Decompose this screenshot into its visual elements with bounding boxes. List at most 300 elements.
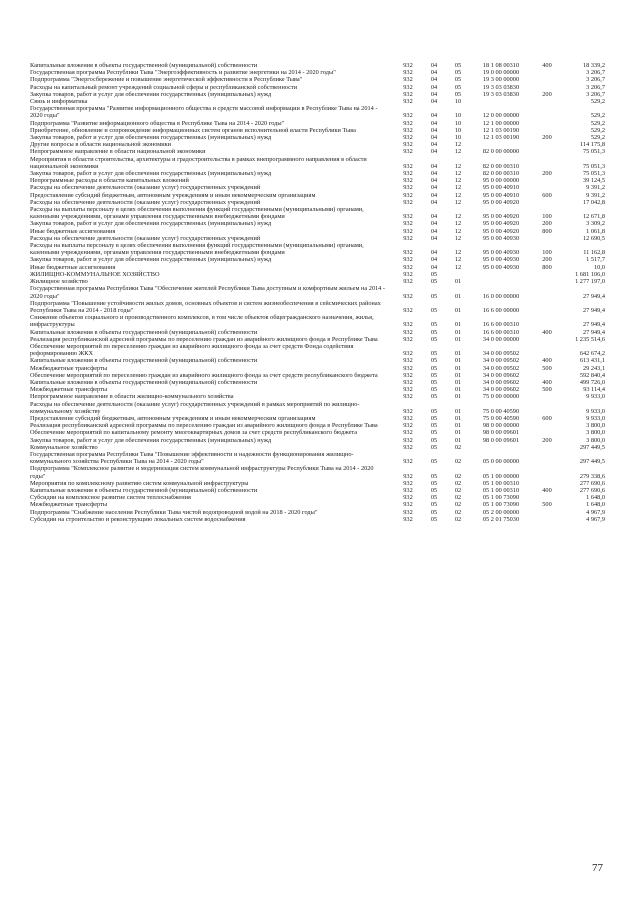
row-amount: 277 690,6 <box>579 486 605 494</box>
row-expense-type: 500 <box>542 501 552 509</box>
row-name: Приобретение, обновление и сопровождение информационных систем органов исполнительной власти Республики Тыва <box>30 126 356 134</box>
row-subsection: 02 <box>454 508 462 516</box>
row-section: 05 <box>430 407 438 415</box>
row-section: 05 <box>430 278 438 286</box>
row-ved: 932 <box>403 76 413 84</box>
row-target-code: 05 1 00 00310 <box>482 479 520 487</box>
row-section: 05 <box>430 486 438 494</box>
row-section: 04 <box>430 112 438 120</box>
row-amount: 1 277 197,0 <box>575 278 605 286</box>
row-section: 04 <box>430 98 438 106</box>
row-amount: 297 449,5 <box>579 458 605 466</box>
row-ved: 932 <box>403 328 413 336</box>
row-section: 05 <box>430 350 438 358</box>
row-ved: 932 <box>403 112 413 120</box>
row-subsection: 05 <box>454 76 462 84</box>
row-name: Жилищное хозяйство <box>30 278 88 286</box>
table-row <box>30 451 605 465</box>
row-section: 04 <box>430 184 438 192</box>
row-name: Капитальные вложения в объекты государственной (муниципальной) собственности <box>30 378 258 386</box>
row-amount: 529,2 <box>590 134 605 142</box>
row-amount: 75 051,3 <box>582 148 605 156</box>
row-amount: 114 175,8 <box>580 141 605 149</box>
row-section: 04 <box>430 69 438 77</box>
row-expense-type: 200 <box>542 436 552 444</box>
row-subsection: 02 <box>454 443 462 451</box>
row-expense-type: 800 <box>542 227 552 235</box>
row-target-code: 82 0 00 00310 <box>482 162 520 170</box>
row-subsection: 01 <box>454 429 462 437</box>
row-target-code: 05 1 00 73090 <box>482 501 520 509</box>
row-section: 04 <box>430 170 438 178</box>
row-section: 05 <box>430 378 438 386</box>
row-ved: 932 <box>403 141 413 149</box>
table-row <box>30 120 605 127</box>
row-ved: 932 <box>403 90 413 98</box>
row-name: Коммунальное хозяйство <box>30 443 98 451</box>
row-section: 05 <box>430 479 438 487</box>
row-target-code: 19 0 00 00000 <box>482 69 520 77</box>
table-row <box>30 134 605 141</box>
row-amount: 297 449,5 <box>579 443 605 451</box>
row-subsection: 01 <box>454 407 462 415</box>
row-section: 04 <box>430 83 438 91</box>
row-section: 05 <box>430 494 438 502</box>
row-target-code: 19 3 00 00000 <box>482 76 520 84</box>
table-row <box>30 170 605 177</box>
row-section: 04 <box>430 198 438 206</box>
row-subsection: 01 <box>454 357 462 365</box>
table-row <box>30 271 605 278</box>
table-row <box>30 343 605 357</box>
row-amount: 1 517,7 <box>586 256 605 264</box>
row-section: 05 <box>430 306 438 314</box>
row-ved: 932 <box>403 170 413 178</box>
row-subsection: 12 <box>454 162 462 170</box>
row-subsection: 12 <box>454 263 462 271</box>
row-section: 04 <box>430 177 438 185</box>
table-row <box>30 91 605 98</box>
row-name: Субсидии на строительство и реконструкцию локальных систем водоснабжения <box>30 515 246 523</box>
row-amount: 12 671,8 <box>582 213 605 221</box>
row-subsection: 02 <box>454 501 462 509</box>
row-subsection: 01 <box>454 371 462 379</box>
row-subsection: 01 <box>454 364 462 372</box>
row-amount: 3 309,2 <box>586 220 605 228</box>
row-ved: 932 <box>403 177 413 185</box>
row-ved: 932 <box>403 458 413 466</box>
row-subsection: 01 <box>454 350 462 358</box>
row-name: Реализация республиканской адресной программы по переселению граждан из аварийного жилищного фонда в Республике Тыва <box>30 335 378 343</box>
row-ved: 932 <box>403 119 413 127</box>
table-row <box>30 300 605 314</box>
row-section: 05 <box>430 292 438 300</box>
row-target-code: 34 0 00 09502 <box>482 350 520 358</box>
row-amount: 3 800,0 <box>586 436 605 444</box>
row-subsection: 12 <box>454 148 462 156</box>
row-name: Закупка товаров, работ и услуг для обеспечения государственных (муниципальных) нужд <box>30 220 272 228</box>
table-row <box>30 372 605 379</box>
row-name: Реализация республиканской адресной программы по переселению граждан из аварийного жилищного фонда в Республике Тыва <box>30 422 378 430</box>
row-ved: 932 <box>403 393 413 401</box>
row-section: 04 <box>430 256 438 264</box>
row-target-code: 95 0 00 40930 <box>482 249 520 257</box>
table-row <box>30 98 605 105</box>
row-ved: 932 <box>403 501 413 509</box>
row-target-code: 98 0 00 09601 <box>482 436 520 444</box>
row-amount: 17 042,8 <box>582 198 605 206</box>
row-name: Расходы на выплаты персоналу в целях обеспечения выполнения функций государственными (муниципальными) органами, казенными учреждениями, органами управления государственными внебюджетными фондами <box>30 206 364 221</box>
row-target-code: 34 0 00 09502 <box>482 357 520 365</box>
table-row <box>30 220 605 227</box>
row-name: Капитальные вложения в объекты государственной (муниципальной) собственности <box>30 62 258 69</box>
row-amount: 11 162,8 <box>583 249 605 257</box>
row-target-code: 75 0 00 00000 <box>482 393 520 401</box>
row-section: 04 <box>430 213 438 221</box>
table-row <box>30 422 605 429</box>
row-ved: 932 <box>403 515 413 523</box>
row-expense-type: 400 <box>542 378 552 386</box>
row-subsection: 02 <box>454 515 462 523</box>
row-target-code: 19 3 03 03830 <box>482 90 520 98</box>
row-amount: 93 114,4 <box>583 386 605 394</box>
table-row <box>30 393 605 400</box>
row-target-code: 98 0 00 00000 <box>482 422 520 430</box>
row-section: 04 <box>430 126 438 134</box>
table-row <box>30 336 605 343</box>
row-amount: 3 800,0 <box>586 422 605 430</box>
row-subsection: 05 <box>454 62 462 69</box>
row-name: Подпрограмма "Развитие информационного общества в Республике Тыва на 2014 - 2020 годы" <box>30 119 285 127</box>
row-amount: 529,2 <box>590 119 605 127</box>
row-expense-type: 800 <box>542 263 552 271</box>
row-section: 05 <box>430 472 438 480</box>
row-subsection: 02 <box>454 472 462 480</box>
row-subsection: 12 <box>454 220 462 228</box>
row-expense-type: 400 <box>542 486 552 494</box>
row-amount: 9 391,2 <box>586 191 605 199</box>
table-row <box>30 256 605 263</box>
table-row <box>30 401 605 415</box>
table-row <box>30 501 605 508</box>
row-target-code: 95 0 00 40930 <box>482 263 520 271</box>
table-row <box>30 494 605 501</box>
row-section: 05 <box>430 371 438 379</box>
row-amount: 9 933,0 <box>586 393 605 401</box>
row-subsection: 02 <box>454 494 462 502</box>
row-amount: 529,2 <box>590 98 605 106</box>
row-name: Подпрограмма "Энергосбережение и повышение энергетической эффективности в Республике Тыва" <box>30 76 303 84</box>
row-ved: 932 <box>403 263 413 271</box>
row-name: Мероприятия по комплексному развитию систем коммунальной инфраструктуры <box>30 479 249 487</box>
table-row <box>30 357 605 364</box>
row-target-code: 16 6 00 00310 <box>482 328 520 336</box>
row-target-code: 18 1 08 00310 <box>482 62 520 69</box>
row-amount: 499 726,0 <box>579 378 605 386</box>
table-row <box>30 199 605 206</box>
row-amount: 1 648,0 <box>586 501 605 509</box>
row-ved: 932 <box>403 378 413 386</box>
row-section: 05 <box>430 270 438 278</box>
row-section: 04 <box>430 119 438 127</box>
row-amount: 4 967,9 <box>586 515 605 523</box>
row-ved: 932 <box>403 184 413 192</box>
row-amount: 613 431,1 <box>579 357 605 365</box>
row-ved: 932 <box>403 83 413 91</box>
row-amount: 27 949,4 <box>582 306 605 314</box>
row-expense-type: 200 <box>542 256 552 264</box>
row-amount: 29 243,1 <box>582 364 605 372</box>
row-subsection: 12 <box>454 170 462 178</box>
row-section: 04 <box>430 263 438 271</box>
row-section: 04 <box>430 162 438 170</box>
row-ved: 932 <box>403 249 413 257</box>
row-ved: 932 <box>403 436 413 444</box>
row-target-code: 95 0 00 40920 <box>482 227 520 235</box>
row-amount: 12 690,5 <box>582 234 605 242</box>
table-row <box>30 235 605 242</box>
row-subsection: 01 <box>454 321 462 329</box>
row-name: Расходы на выплаты персоналу в целях обеспечения выполнения функций государственными (муниципальными) органами, казенными учреждениями, органами управления государственными внебюджетными фондами <box>30 242 364 257</box>
table-row <box>30 242 605 256</box>
row-section: 05 <box>430 429 438 437</box>
row-ved: 932 <box>403 69 413 77</box>
row-amount: 39 124,5 <box>582 177 605 185</box>
row-section: 04 <box>430 227 438 235</box>
row-name: Закупка товаров, работ и услуг для обеспечения государственных (муниципальных) нужд <box>30 436 272 444</box>
table-row <box>30 192 605 199</box>
row-target-code: 75 0 00 40590 <box>482 414 520 422</box>
row-name: Связь и информатика <box>30 98 88 106</box>
row-name: Межбюджетные трансферты <box>30 364 108 372</box>
row-name: Мероприятия в области строительства, архитектуры и градостроительства в рамках внепрограммного направления в области национальной экономики <box>30 155 367 170</box>
row-section: 05 <box>430 328 438 336</box>
row-amount: 1 061,8 <box>586 227 605 235</box>
row-name: Государственная программа Республики Тыва "Энергоэффективность и развитие энергетики на 2014 - 2020 годы" <box>30 69 336 77</box>
row-section: 04 <box>430 191 438 199</box>
row-expense-type: 400 <box>542 328 552 336</box>
row-name: Иные бюджетные ассигнования <box>30 263 116 271</box>
row-name: ЖИЛИЩНО-КОММУНАЛЬНОЕ ХОЗЯЙСТВО <box>30 270 160 278</box>
row-target-code: 95 0 00 40930 <box>482 256 520 264</box>
row-ved: 932 <box>403 422 413 430</box>
row-target-code: 34 0 00 09602 <box>482 386 520 394</box>
row-section: 05 <box>430 501 438 509</box>
row-subsection: 12 <box>454 256 462 264</box>
row-expense-type: 200 <box>542 134 552 142</box>
row-expense-type: 200 <box>542 170 552 178</box>
row-section: 05 <box>430 414 438 422</box>
row-subsection: 12 <box>454 184 462 192</box>
table-row <box>30 365 605 372</box>
row-target-code: 05 2 01 75030 <box>482 515 520 523</box>
row-amount: 3 206,7 <box>586 69 605 77</box>
row-target-code: 95 0 00 00000 <box>482 177 520 185</box>
row-name: Межбюджетные трансферты <box>30 501 108 509</box>
row-amount: 1 235 514,6 <box>575 335 605 343</box>
row-subsection: 01 <box>454 328 462 336</box>
row-expense-type: 400 <box>542 357 552 365</box>
row-subsection: 12 <box>454 198 462 206</box>
row-target-code: 34 0 00 00000 <box>482 335 520 343</box>
row-subsection: 12 <box>454 227 462 235</box>
row-name: Снижение объектов социального и производственного комплексов, в том числе объектов общегражданского назначения, жилья, инфраструктуры <box>30 314 374 329</box>
table-row <box>30 264 605 271</box>
row-name: Капитальные вложения в объекты государственной (муниципальной) собственности <box>30 357 258 365</box>
row-subsection: 02 <box>454 479 462 487</box>
row-ved: 932 <box>403 191 413 199</box>
row-expense-type: 100 <box>542 213 552 221</box>
row-name: Закупка товаров, работ и услуг для обеспечения государственных (муниципальных) нужд <box>30 256 272 264</box>
row-section: 04 <box>430 90 438 98</box>
row-amount: 592 840,4 <box>579 371 605 379</box>
row-ved: 932 <box>403 494 413 502</box>
row-expense-type: 200 <box>542 220 552 228</box>
row-name: Субсидии на комплексное развитие систем теплоснабжения <box>30 494 191 502</box>
row-amount: 3 800,0 <box>586 429 605 437</box>
table-row <box>30 278 605 285</box>
row-section: 05 <box>430 321 438 329</box>
row-amount: 1 681 106,0 <box>575 270 605 278</box>
row-section: 04 <box>430 134 438 142</box>
row-name: Предоставление субсидий бюджетным, автономным учреждениям и иным некоммерческим организациям <box>30 414 316 422</box>
row-name: Закупка товаров, работ и услуг для обеспечения государственных (муниципальных) нужд <box>30 134 272 142</box>
table-row <box>30 480 605 487</box>
row-target-code: 95 0 00 40920 <box>482 198 520 206</box>
row-ved: 932 <box>403 234 413 242</box>
table-row <box>30 62 605 69</box>
row-amount: 27 949,4 <box>582 321 605 329</box>
row-name: Расходы на обеспечение деятельности (оказание услуг) государственных учреждений <box>30 184 261 192</box>
table-row <box>30 84 605 91</box>
row-amount: 9 391,2 <box>586 184 605 192</box>
row-ved: 932 <box>403 62 413 69</box>
row-amount: 3 206,7 <box>586 90 605 98</box>
row-ved: 932 <box>403 126 413 134</box>
row-subsection: 01 <box>454 378 462 386</box>
row-amount: 277 690,6 <box>579 479 605 487</box>
row-expense-type: 500 <box>542 386 552 394</box>
row-name: Государственная программа Республики Тыва "Обеспечение жителей Республики Тыва доступным и комфортным жильем на 2014 - 2020 годы" <box>30 285 386 300</box>
row-name: Другие вопросы в области национальной экономики <box>30 141 172 149</box>
row-subsection: 10 <box>454 98 462 106</box>
row-target-code: 82 0 00 00310 <box>482 170 520 178</box>
row-amount: 10,0 <box>593 263 605 271</box>
row-amount: 529,2 <box>590 112 605 120</box>
row-section: 05 <box>430 436 438 444</box>
row-section: 04 <box>430 76 438 84</box>
row-ved: 932 <box>403 371 413 379</box>
table-row <box>30 386 605 393</box>
row-ved: 932 <box>403 292 413 300</box>
row-target-code: 05 1 00 73090 <box>482 494 520 502</box>
row-amount: 4 967,9 <box>586 508 605 516</box>
row-ved: 932 <box>403 357 413 365</box>
row-expense-type: 200 <box>542 90 552 98</box>
row-target-code: 12 1 00 00000 <box>482 119 520 127</box>
table-row <box>30 509 605 516</box>
row-name: Закупка товаров, работ и услуг для обеспечения государственных (муниципальных) нужд <box>30 90 272 98</box>
row-target-code: 05 1 00 00000 <box>482 472 520 480</box>
row-subsection: 10 <box>454 134 462 142</box>
row-ved: 932 <box>403 479 413 487</box>
table-row <box>30 415 605 422</box>
row-target-code: 98 0 00 09601 <box>482 429 520 437</box>
row-target-code: 19 3 03 03830 <box>482 83 520 91</box>
row-name: Обеспечение мероприятий по переселению граждан из аварийного жилищного фонда за счет средств Фонда содействия реформированию ЖКХ <box>30 342 354 358</box>
row-name: Капитальные вложения в объекты государственной (муниципальной) собственности <box>30 486 258 494</box>
row-ved: 932 <box>403 472 413 480</box>
row-target-code: 34 0 00 09602 <box>482 378 520 386</box>
table-row <box>30 148 605 155</box>
row-target-code: 12 0 00 00000 <box>482 112 520 120</box>
row-expense-type: 500 <box>542 364 552 372</box>
table-row <box>30 329 605 336</box>
row-subsection: 10 <box>454 112 462 120</box>
row-target-code: 05 0 00 00000 <box>482 458 520 466</box>
row-ved: 932 <box>403 508 413 516</box>
row-subsection: 12 <box>454 213 462 221</box>
table-row <box>30 156 605 170</box>
row-section: 05 <box>430 508 438 516</box>
row-ved: 932 <box>403 213 413 221</box>
row-amount: 279 338,6 <box>579 472 605 480</box>
table-row <box>30 516 605 523</box>
row-ved: 932 <box>403 350 413 358</box>
row-subsection: 10 <box>454 126 462 134</box>
row-section: 05 <box>430 443 438 451</box>
row-name: Государственная программа "Развитие информационного общества и средств массовой информации в Республике Тыва на 2014 - 2020 годы" <box>30 105 378 120</box>
row-section: 05 <box>430 422 438 430</box>
row-section: 04 <box>430 220 438 228</box>
row-target-code: 34 0 00 09502 <box>482 364 520 372</box>
row-name: Расходы на обеспечение деятельности (оказание услуг) государственных учреждений <box>30 234 261 242</box>
row-target-code: 05 2 00 00000 <box>482 508 520 516</box>
row-target-code: 05 1 00 00310 <box>482 486 520 494</box>
table-row <box>30 228 605 235</box>
row-target-code: 95 0 00 40910 <box>482 184 520 192</box>
row-subsection: 05 <box>454 69 462 77</box>
row-name: Подпрограмма "Повышение устойчивости жилых домов, основных объектов и систем жизнеобеспечения в сейсмических районах Республики Тыва на 2014 - 2018 годы" <box>30 299 381 314</box>
row-name: Иные бюджетные ассигнования <box>30 227 116 235</box>
row-subsection: 05 <box>454 90 462 98</box>
row-name: Подпрограмма "Снабжение населения Республики Тыва чистой водопроводной водой на 2018 - 2020 годы" <box>30 508 318 516</box>
table-row <box>30 437 605 444</box>
row-name: Непрограммное направление в области жилищно-коммунального хозяйства <box>30 393 234 401</box>
row-subsection: 12 <box>454 141 462 149</box>
row-ved: 932 <box>403 256 413 264</box>
row-name: Расходы на обеспечение деятельности (оказание услуг) государственных учреждений <box>30 198 261 206</box>
table-row <box>30 379 605 386</box>
row-amount: 75 051,3 <box>582 162 605 170</box>
row-ved: 932 <box>403 270 413 278</box>
row-section: 05 <box>430 393 438 401</box>
row-subsection: 01 <box>454 386 462 394</box>
row-name: Расходы на обеспечение деятельности (оказание услуг) государственных учреждений в рамках мероприятий по жилищно-коммунальному хозяйству <box>30 400 360 415</box>
table-row <box>30 487 605 494</box>
row-target-code: 12 1 03 00190 <box>482 126 520 134</box>
row-name: Капитальные вложения в объекты государственной (муниципальной) собственности <box>30 328 258 336</box>
budget-table <box>30 62 605 523</box>
row-section: 04 <box>430 141 438 149</box>
row-section: 05 <box>430 458 438 466</box>
row-ved: 932 <box>403 364 413 372</box>
row-subsection: 01 <box>454 335 462 343</box>
row-ved: 932 <box>403 148 413 156</box>
row-amount: 642 674,2 <box>579 350 605 358</box>
row-section: 05 <box>430 386 438 394</box>
table-row <box>30 184 605 191</box>
